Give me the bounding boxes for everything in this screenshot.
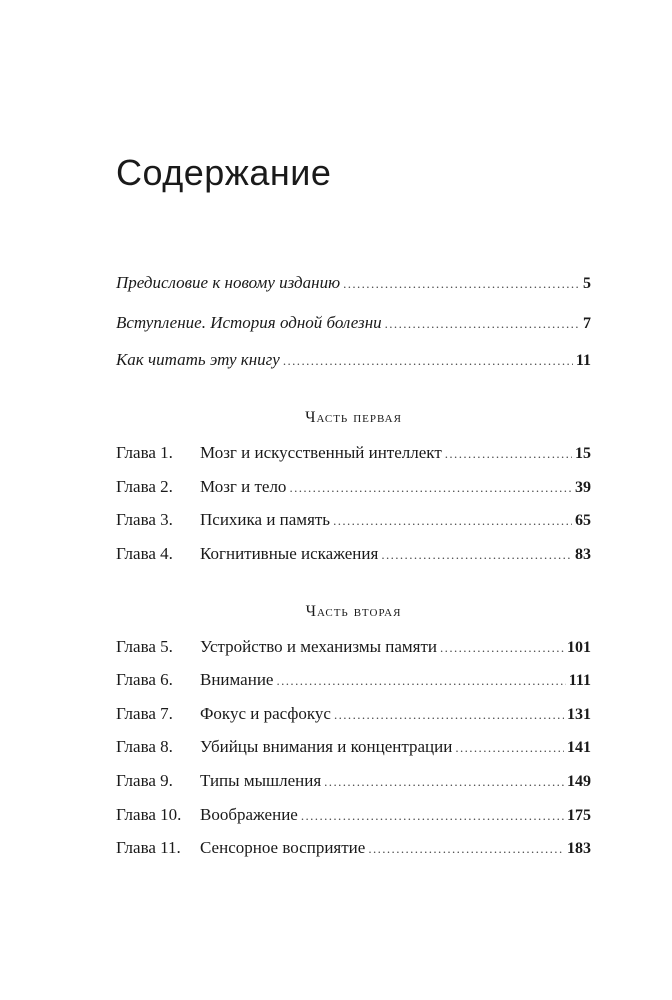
toc-entry-title: Устройство и механизмы памяти bbox=[200, 637, 438, 656]
toc-entry-title: Внимание bbox=[200, 670, 274, 689]
toc-entry-page: 15 bbox=[575, 445, 591, 462]
toc-entry-page: 131 bbox=[567, 706, 591, 723]
chapter-label: Глава 3. bbox=[116, 510, 173, 529]
leader-dots bbox=[334, 707, 564, 723]
toc-entry-chapter-1[interactable] bbox=[116, 443, 591, 467]
toc-entry-title: Фокус и расфокус bbox=[200, 704, 331, 723]
toc-entry-title: Воображение bbox=[200, 805, 298, 824]
toc-entry-page: 65 bbox=[575, 512, 591, 529]
chapter-label: Глава 10. bbox=[116, 805, 182, 824]
toc-entry-preface[interactable] bbox=[116, 273, 591, 297]
leader-dots bbox=[343, 276, 580, 292]
toc-entry-title: Предисловие к новому изданию bbox=[116, 273, 341, 292]
chapter-label: Глава 6. bbox=[116, 670, 173, 689]
chapter-label: Глава 9. bbox=[116, 771, 173, 790]
part-heading-2: Часть вторая bbox=[305, 603, 402, 620]
leader-dots bbox=[333, 513, 572, 529]
toc-entry-page: 7 bbox=[583, 315, 591, 332]
toc-entry-page: 111 bbox=[568, 672, 591, 689]
toc-entry-title: Типы мышления bbox=[200, 771, 322, 790]
toc-entry-chapter-7[interactable] bbox=[116, 704, 591, 728]
toc-entry-title: Вступление. История одной болезни bbox=[116, 313, 382, 332]
leader-dots bbox=[324, 774, 564, 790]
toc-entry-page: 39 bbox=[575, 479, 591, 496]
toc-entry-page: 101 bbox=[567, 639, 591, 656]
toc-entry-introduction[interactable] bbox=[116, 313, 591, 337]
chapter-label: Глава 8. bbox=[116, 737, 173, 756]
leader-dots bbox=[276, 673, 565, 689]
toc-entry-page: 141 bbox=[567, 739, 591, 756]
part-heading-1: Часть первая bbox=[305, 409, 402, 426]
leader-dots bbox=[455, 740, 564, 756]
toc-entry-chapter-8[interactable] bbox=[116, 737, 591, 761]
leader-dots bbox=[289, 480, 572, 496]
leader-dots bbox=[381, 547, 572, 563]
toc-entry-page: 5 bbox=[583, 275, 591, 292]
toc-entry-chapter-4[interactable] bbox=[116, 544, 591, 568]
chapter-label: Глава 5. bbox=[116, 637, 173, 656]
chapter-label: Глава 4. bbox=[116, 544, 173, 563]
toc-entry-title: Когнитивные искажения bbox=[200, 544, 379, 563]
toc-entry-title: Убийцы внимания и концентрации bbox=[200, 737, 453, 756]
toc-entry-chapter-6[interactable] bbox=[116, 670, 591, 694]
toc-entry-page: 83 bbox=[575, 546, 591, 563]
toc-entry-page: 11 bbox=[575, 352, 591, 369]
toc-entry-chapter-2[interactable] bbox=[116, 477, 591, 501]
toc-entry-page: 183 bbox=[567, 840, 591, 857]
toc-entry-chapter-10[interactable] bbox=[116, 805, 591, 829]
leader-dots bbox=[368, 841, 564, 857]
page-title: Содержание bbox=[116, 152, 332, 193]
chapter-label: Глава 1. bbox=[116, 443, 173, 462]
chapter-label: Глава 7. bbox=[116, 704, 173, 723]
toc-entry-title: Сенсорное восприятие bbox=[200, 838, 366, 857]
toc-entry-chapter-9[interactable] bbox=[116, 771, 591, 795]
toc-entry-chapter-11[interactable] bbox=[116, 838, 591, 862]
toc-entry-chapter-3[interactable] bbox=[116, 510, 591, 534]
toc-entry-page: 149 bbox=[567, 773, 591, 790]
toc-entry-chapter-5[interactable] bbox=[116, 637, 591, 661]
toc-entry-title: Психика и память bbox=[200, 510, 331, 529]
leader-dots bbox=[385, 316, 580, 332]
chapter-label: Глава 2. bbox=[116, 477, 173, 496]
leader-dots bbox=[445, 446, 572, 462]
toc-entry-how-to-read[interactable] bbox=[116, 350, 591, 374]
leader-dots bbox=[440, 640, 564, 656]
chapter-label: Глава 11. bbox=[116, 838, 181, 857]
toc-entry-title: Мозг и искусственный интеллект bbox=[200, 443, 442, 462]
leader-dots bbox=[301, 808, 564, 824]
toc-entry-page: 175 bbox=[567, 807, 591, 824]
leader-dots bbox=[283, 353, 573, 369]
toc-entry-title: Мозг и тело bbox=[200, 477, 287, 496]
toc-entry-title: Как читать эту книгу bbox=[116, 350, 280, 369]
